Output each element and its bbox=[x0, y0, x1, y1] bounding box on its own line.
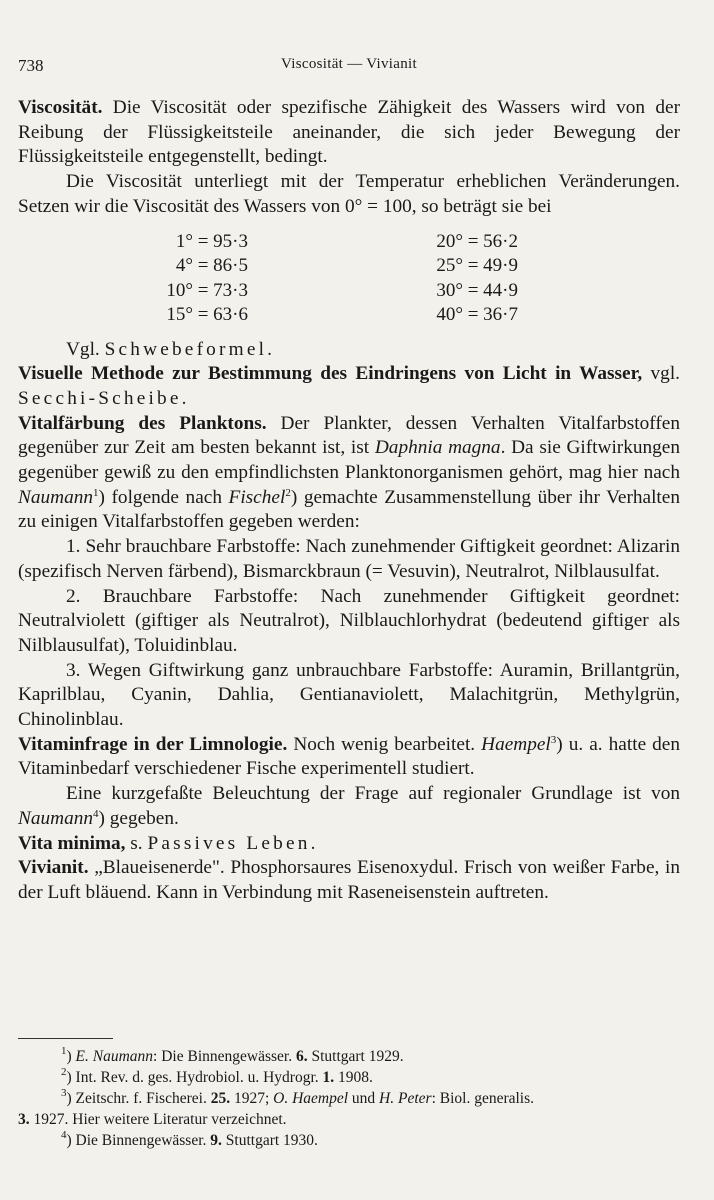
species-name: Daphnia magna bbox=[374, 437, 501, 459]
footnote-text: 1927; bbox=[230, 1090, 274, 1107]
xref-term: Schwebeformel bbox=[104, 338, 268, 360]
entry-vitalfaerbung bbox=[18, 412, 680, 536]
xref-prefix: Vgl. bbox=[66, 338, 105, 360]
footnote-text: ) Die Binnengewässer. bbox=[66, 1132, 211, 1149]
entry-term: Vitaminfrage in der Limnologie. bbox=[18, 733, 288, 755]
main-text bbox=[18, 96, 680, 906]
volume: 25. bbox=[210, 1090, 231, 1107]
table-cell: 1° = 95·3 bbox=[175, 230, 248, 252]
entry-vivianit bbox=[18, 856, 680, 905]
footnote-mark: 2 bbox=[61, 1066, 67, 1078]
table-cell: 40° = 36·7 bbox=[436, 304, 518, 326]
entry-vita-minima bbox=[18, 832, 680, 857]
entry-text: ) gegeben. bbox=[98, 807, 179, 829]
footnote-text: ) Int. Rev. d. ges. Hydrobiol. u. Hydrogr. bbox=[66, 1069, 323, 1086]
footnote-mark: 1 bbox=[61, 1045, 67, 1057]
entry-vitaminfrage bbox=[18, 733, 680, 782]
author-name: Haempel bbox=[481, 733, 551, 755]
entry-text: Der Plankter, dessen Verhalten Vitalfarbstoffen gegenüber zur Zeit am besten bekannt ist, ist bbox=[18, 412, 680, 459]
entry-term: Vivianit. bbox=[18, 857, 89, 879]
footnote: $^1$) E. Naumann: Die Binnengewässer. 6. Stuttgart 1929. bbox=[61, 1045, 404, 1065]
author-name: Fischel bbox=[228, 486, 286, 508]
footnotes bbox=[18, 1046, 680, 1151]
footnote-text: Stuttgart 1930. bbox=[221, 1132, 318, 1149]
page-header bbox=[18, 56, 680, 80]
footnote bbox=[18, 1130, 680, 1151]
list-item: 3. Wegen Giftwirkung ganz unbrauchbare Farbstoffe: Auramin, Brillantgrün, Kaprilblau, Cyanin, Dahlia, Gentianaviolett, Malachitgrün, Methylgrün, Chinolinblau. bbox=[18, 659, 680, 731]
page-number: 738 bbox=[18, 56, 44, 75]
footnote-ref: 2 bbox=[285, 486, 291, 499]
volume: 1. bbox=[322, 1069, 335, 1086]
footnote-text: Stuttgart 1929. bbox=[307, 1048, 404, 1065]
footnote-continued bbox=[18, 1109, 680, 1130]
entry-term: Viscosität. bbox=[18, 97, 103, 118]
footnote-text: und bbox=[348, 1090, 380, 1107]
entry-text: „Blaueisenerde". Phosphorsaures Eisenoxydul. Frisch von weißer Farbe, in der Luft bläuend. Kann in Verbindung mit Raseneisenstein auftreten. bbox=[18, 857, 680, 903]
footnote-ref: 1 bbox=[93, 486, 99, 499]
volume: 6. bbox=[295, 1048, 308, 1065]
author-name: Naumann bbox=[18, 807, 93, 829]
paragraph: Die Viscosität unterliegt mit der Temperatur erheblichen Veränderungen. Setzen wir die Viscosität des Wassers von 0° = 100, so beträgt sie bei bbox=[18, 171, 680, 217]
entry-visuelle-methode bbox=[18, 362, 680, 411]
volume: 3. bbox=[18, 1111, 30, 1128]
footnote-text: ) Zeitschr. f. Fischerei. bbox=[66, 1090, 211, 1107]
entry-text: ) u. a. hatte den Vitaminbedarf verschiedener Fische experimentell studiert. bbox=[18, 733, 681, 780]
table-cell: 30° = 44·9 bbox=[436, 279, 518, 301]
entry-text: . Da sie Giftwirkungen gegenüber gewiß zu den empfindlichsten Planktonorganismen gehört, mag hier nach bbox=[18, 437, 680, 484]
xref-prefix: vgl. bbox=[642, 363, 680, 385]
footnote-ref: 3 bbox=[550, 733, 557, 746]
author-name: Naumann bbox=[18, 486, 93, 508]
xref-suffix: . bbox=[310, 832, 316, 854]
table-cell: 25° = 49·9 bbox=[436, 255, 518, 277]
volume: 9. bbox=[210, 1132, 222, 1149]
entry-text: Die Viscosität oder spezifische Zähigkeit des Wassers wird von der Reibung der Flüssigkeitsteile aneinander, die sich jeder Bewegung der Flüssigkeitsteile entgegenstellt, bedingt. bbox=[18, 97, 680, 168]
table-cell: 10° = 73·3 bbox=[166, 279, 248, 301]
footnote-text: : Die Binnengewässer. bbox=[153, 1048, 296, 1065]
xref-suffix: . bbox=[181, 387, 187, 409]
footnote-mark: 3 bbox=[61, 1087, 67, 1099]
entry-text: Noch wenig bearbeitet. bbox=[287, 733, 482, 755]
footnote bbox=[18, 1067, 680, 1088]
footnote-divider bbox=[18, 1038, 113, 1039]
entry-term: Visuelle Methode zur Bestimmung des Eindringens von Licht in Wasser, bbox=[18, 363, 643, 385]
entry-term: Vita minima, bbox=[18, 832, 126, 854]
table-cell: 4° = 86·5 bbox=[175, 255, 248, 277]
entry-text: ) folgende nach bbox=[98, 486, 229, 508]
entry-term: Vitalfärbung des Planktons. bbox=[18, 412, 267, 434]
footnote-text: : Biol. generalis. bbox=[431, 1090, 535, 1107]
entry-text: ) gemachte Zusammenstellung über ihr Verhalten zu einigen Vitalfarbstoffen gegeben werden: bbox=[18, 486, 680, 533]
xref-term: Passives Leben bbox=[147, 832, 311, 854]
paragraph bbox=[18, 782, 680, 831]
footnote-mark: 4 bbox=[61, 1129, 67, 1141]
author-name: E. Naumann bbox=[75, 1048, 154, 1065]
footnote bbox=[18, 1088, 680, 1109]
entry-text: Eine kurzgefaßte Beleuchtung der Frage auf regionaler Grundlage ist von bbox=[66, 783, 680, 805]
author-name: O. Haempel bbox=[273, 1090, 349, 1107]
xref-prefix: s. bbox=[125, 832, 148, 854]
running-head: Viscosität — Vivianit bbox=[281, 56, 417, 72]
footnote-text: 1908. bbox=[334, 1069, 373, 1086]
entry-viscositaet bbox=[18, 96, 680, 170]
xref-term: Secchi-Scheibe bbox=[18, 387, 182, 409]
xref-suffix: . bbox=[267, 338, 272, 360]
table-cell: 20° = 56·2 bbox=[436, 230, 518, 252]
footnote-text: 1927. Hier weitere Literatur verzeichnet. bbox=[29, 1111, 287, 1128]
footnote-ref: 4 bbox=[93, 807, 99, 820]
cross-reference bbox=[18, 338, 680, 363]
viscosity-table bbox=[18, 230, 680, 328]
author-name: H. Peter bbox=[379, 1090, 432, 1107]
table-cell: 15° = 63·6 bbox=[166, 304, 248, 326]
list-item: 2. Brauchbare Farbstoffe: Nach zunehmender Giftigkeit geordnet: Neutralviolett (giftiger als Neutralrot), Nilblauchlorhydrat (bedeutend giftiger als Nilblausulfat), Toluidinblau. bbox=[18, 585, 680, 656]
list-item: 1. Sehr brauchbare Farbstoffe: Nach zunehmender Giftigkeit geordnet: Alizarin (spezifisch Nerven färbend), Bismarckbraun (= Vesuvin), Neutralrot, Nilblausulfat. bbox=[18, 536, 680, 582]
